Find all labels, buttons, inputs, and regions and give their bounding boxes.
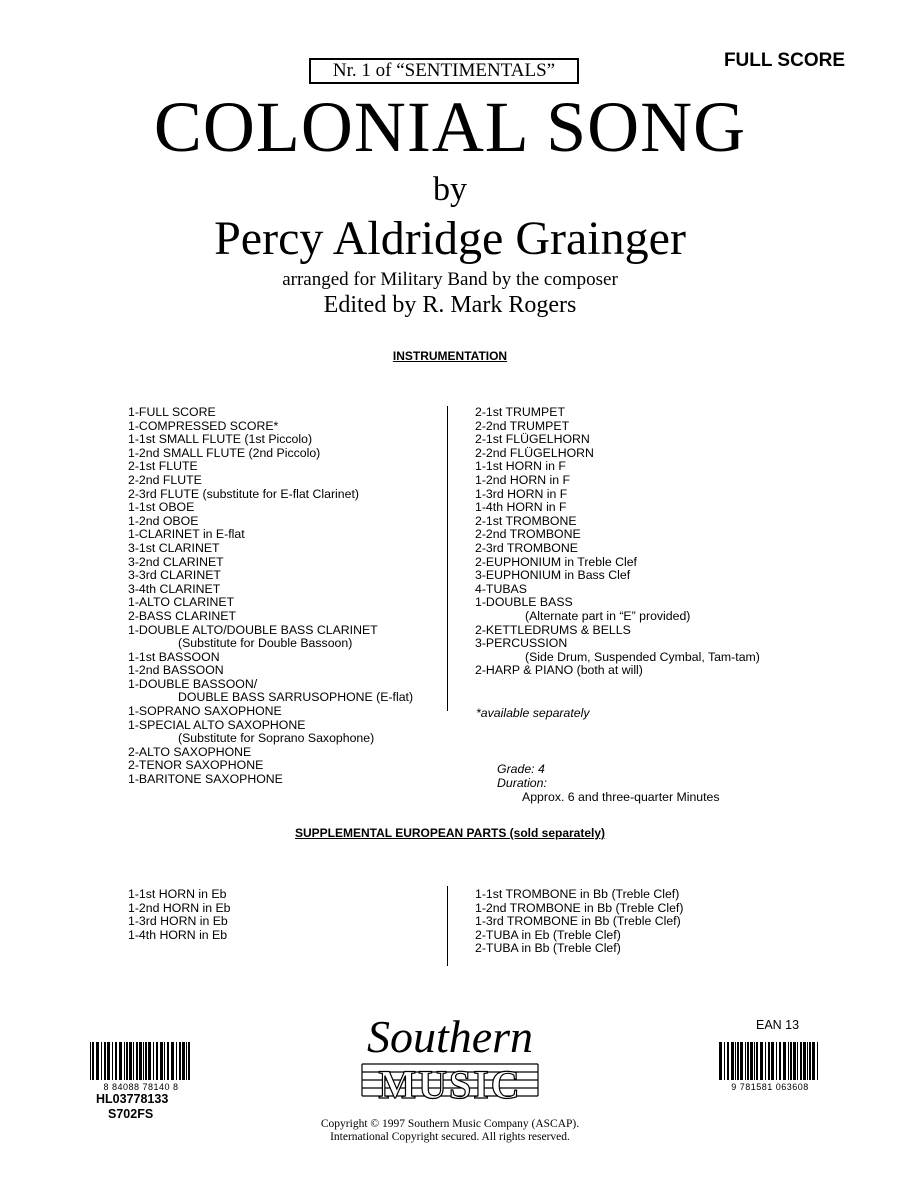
list-item: 1-DOUBLE BASSOON/ <box>128 676 258 691</box>
list-item: 3-2nd CLARINET <box>128 554 224 569</box>
instrumentation-heading: INSTRUMENTATION <box>392 349 508 363</box>
list-item: 1-1st OBOE <box>128 500 195 515</box>
list-item: 1-1st HORN in Eb <box>128 887 227 901</box>
barcode-bar <box>768 1042 770 1080</box>
list-item: 2-TUBA in Bb (Treble Clef) <box>475 941 621 956</box>
barcode-bars <box>90 1042 190 1080</box>
barcode-bar <box>737 1042 739 1080</box>
barcode-bar <box>129 1042 132 1080</box>
list-item: 3-4th CLARINET <box>128 581 221 596</box>
barcode-bar <box>167 1042 169 1080</box>
list-item-note: (Substitute for Soprano Saxophone) <box>178 731 375 746</box>
barcode-digits: 9 781581 063608 <box>731 1082 809 1092</box>
barcode-upc <box>86 1040 196 1092</box>
list-item: 2-ALTO SAXOPHONE <box>128 744 252 759</box>
list-item: 1-DOUBLE BASS <box>475 595 573 610</box>
list-item: 1-2nd TROMBONE in Bb (Treble Clef) <box>475 900 684 915</box>
list-item: 1-3rd TROMBONE in Bb (Treble Clef) <box>475 914 681 929</box>
supplemental-heading: SUPPLEMENTAL EUROPEAN PARTS (sold separately) <box>294 826 606 840</box>
list-item: 1-ALTO CLARINET <box>128 595 235 610</box>
ean-label: EAN 13 <box>756 1018 800 1032</box>
series-label: Nr. 1 of “SENTIMENTALS” <box>309 58 579 84</box>
list-item: 3-3rd CLARINET <box>128 568 221 583</box>
barcode-bar <box>107 1042 110 1080</box>
barcode-bar <box>112 1042 113 1080</box>
barcode-bar <box>797 1042 798 1080</box>
composer-name: Percy Aldridge Grainger <box>214 212 686 265</box>
list-item: 2-2nd FLÜGELHORN <box>475 445 594 460</box>
barcode-bar <box>788 1042 789 1080</box>
list-item: 2-3rd TROMBONE <box>475 540 578 555</box>
barcode-bar <box>179 1042 181 1080</box>
barcode-bar <box>719 1042 722 1080</box>
list-item: 2-1st FLÜGELHORN <box>475 432 590 447</box>
barcode-bar <box>90 1042 91 1080</box>
list-item: 1-1st BASSOON <box>128 649 220 664</box>
logo-wordmark-bottom: MUSIC <box>378 1062 522 1105</box>
barcode-bar <box>817 1042 818 1080</box>
list-item: 2-2nd FLUTE <box>128 472 202 487</box>
list-item: 1-FULL SCORE <box>128 405 216 419</box>
product-code: HL03778133 <box>96 1092 169 1106</box>
barcode-bar <box>750 1042 753 1080</box>
list-item: 1-SOPRANO SAXOPHONE <box>128 704 282 719</box>
list-item: 1-CLARINET in E-flat <box>128 527 245 542</box>
duration-value: Approx. 6 and three-quarter Minutes <box>522 790 720 804</box>
list-item-note: (Alternate part in “E” provided) <box>525 608 691 623</box>
list-item: 1-SPECIAL ALTO SAXOPHONE <box>128 717 306 732</box>
barcode-bar <box>807 1042 808 1080</box>
barcode-bar <box>171 1042 174 1080</box>
by-label: by <box>433 171 467 208</box>
list-item: 2-KETTLEDRUMS & BELLS <box>475 622 631 637</box>
barcode-bar <box>101 1042 102 1080</box>
list-item: 1-2nd OBOE <box>128 513 199 528</box>
list-item: 1-1st TROMBONE in Bb (Treble Clef) <box>475 887 680 901</box>
barcode-bar <box>153 1042 154 1080</box>
barcode-bar <box>724 1042 725 1080</box>
barcode-bar <box>92 1042 94 1080</box>
barcode-ean <box>715 1040 825 1092</box>
barcode-bar <box>745 1042 746 1080</box>
column-divider <box>447 406 448 711</box>
list-item: 2-2nd TRUMPET <box>475 418 570 433</box>
list-item: 1-3rd HORN in Eb <box>128 914 228 929</box>
barcode-bar <box>747 1042 749 1080</box>
grade-label: Grade: 4 <box>497 762 545 776</box>
list-item: 2-EUPHONIUM in Treble Clef <box>475 554 637 569</box>
barcode-bar <box>176 1042 177 1080</box>
catalog-code: S702FS <box>108 1107 154 1121</box>
barcode-bar <box>164 1042 165 1080</box>
list-item: 1-2nd BASSOON <box>128 663 224 678</box>
barcode-bar <box>783 1042 786 1080</box>
barcode-bars <box>719 1042 818 1080</box>
list-item: 1-1st SMALL FLUTE (1st Piccolo) <box>128 432 313 447</box>
barcode-bar <box>188 1042 190 1080</box>
column-divider <box>447 886 448 966</box>
barcode-bar <box>186 1042 187 1080</box>
list-item: 1-4th HORN in Eb <box>128 927 228 942</box>
list-item: 2-TUBA in Eb (Treble Clef) <box>475 927 621 942</box>
list-item: 3-EUPHONIUM in Bass Clef <box>475 568 631 583</box>
list-item: 2-3rd FLUTE (substitute for E-flat Clarinet) <box>128 486 359 501</box>
instrument-list-right <box>475 406 760 678</box>
barcode-bar <box>740 1042 743 1080</box>
barcode-bar <box>156 1042 158 1080</box>
barcode-bar <box>119 1042 122 1080</box>
list-item: 2-1st FLUTE <box>128 459 198 474</box>
list-item: 2-2nd TROMBONE <box>475 527 581 542</box>
list-item: 1-2nd SMALL FLUTE (2nd Piccolo) <box>128 445 321 460</box>
list-item-note: (Substitute for Double Bassoon) <box>178 636 353 651</box>
list-item: 1-DOUBLE ALTO/DOUBLE BASS CLARINET <box>128 622 378 637</box>
arranger-note: arranged for Military Band by the composer <box>282 269 618 290</box>
barcode-bar <box>727 1042 729 1080</box>
barcode-bar <box>148 1042 151 1080</box>
barcode-bar <box>779 1042 781 1080</box>
list-item: 1-2nd HORN in F <box>475 472 570 487</box>
list-item: 2-BASS CLARINET <box>128 608 236 623</box>
barcode-bar <box>160 1042 163 1080</box>
barcode-bar <box>765 1042 766 1080</box>
barcode-bar <box>812 1042 815 1080</box>
duration-label: Duration: <box>497 776 547 790</box>
list-item: 4-TUBAS <box>475 581 527 596</box>
instrument-list-left <box>128 406 413 787</box>
barcode-bar <box>104 1042 106 1080</box>
list-item: 2-1st TROMBONE <box>475 513 577 528</box>
barcode-bar <box>800 1042 802 1080</box>
barcode-bar <box>790 1042 792 1080</box>
list-item: 3-PERCUSSION <box>475 636 568 651</box>
copyright-notice <box>0 1118 900 1144</box>
barcode-bar <box>136 1042 138 1080</box>
barcode-bar <box>756 1042 758 1080</box>
barcode-bar <box>139 1042 142 1080</box>
page-title: COLONIAL SONG <box>153 87 747 167</box>
editor-credit: Edited by R. Mark Rogers <box>323 292 577 318</box>
barcode-digits: 8 84088 78140 8 <box>103 1082 179 1092</box>
barcode-bar <box>124 1042 125 1080</box>
barcode-bar <box>754 1042 755 1080</box>
logo-wordmark-top: Southern <box>366 1011 534 1062</box>
list-item: 1-COMPRESSED SCORE* <box>128 418 279 433</box>
barcode-bar <box>115 1042 117 1080</box>
list-item: 1-1st HORN in F <box>475 459 566 474</box>
barcode-bar <box>760 1042 763 1080</box>
barcode-bar <box>126 1042 128 1080</box>
barcode-bar <box>133 1042 134 1080</box>
barcode-bar <box>182 1042 185 1080</box>
list-item-note: (Side Drum, Suspended Cymbal, Tam-tam) <box>525 649 760 664</box>
score-type-label: FULL SCORE <box>723 50 845 71</box>
barcode-bar <box>143 1042 144 1080</box>
list-item: 1-2nd HORN in Eb <box>128 900 231 915</box>
supplemental-list-right <box>475 888 683 956</box>
list-item: 1-4th HORN in F <box>475 500 567 515</box>
list-item: 1-3rd HORN in F <box>475 486 568 501</box>
copyright-line: Copyright © 1997 Southern Music Company (ASCAP). <box>320 1118 580 1130</box>
list-item-note: DOUBLE BASS SARRUSOPHONE (E-flat) <box>178 690 414 705</box>
availability-note: *available separately <box>476 706 590 720</box>
barcode-bar <box>809 1042 811 1080</box>
barcode-bar <box>771 1042 774 1080</box>
list-item: 3-1st CLARINET <box>128 540 220 555</box>
barcode-bar <box>793 1042 796 1080</box>
list-item: 2-HARP & PIANO (both at will) <box>475 663 643 678</box>
barcode-bar <box>96 1042 99 1080</box>
barcode-bar <box>776 1042 777 1080</box>
list-item: 2-1st TRUMPET <box>475 405 565 419</box>
list-item: 1-BARITONE SAXOPHONE <box>128 772 283 787</box>
barcode-bar <box>735 1042 736 1080</box>
barcode-bar <box>145 1042 147 1080</box>
publisher-logo <box>350 1010 550 1105</box>
supplemental-list-left <box>128 888 231 942</box>
copyright-line: International Copyright secured. All rights reserved. <box>330 1131 570 1143</box>
list-item: 2-TENOR SAXOPHONE <box>128 758 264 773</box>
barcode-bar <box>803 1042 806 1080</box>
barcode-bar <box>731 1042 734 1080</box>
